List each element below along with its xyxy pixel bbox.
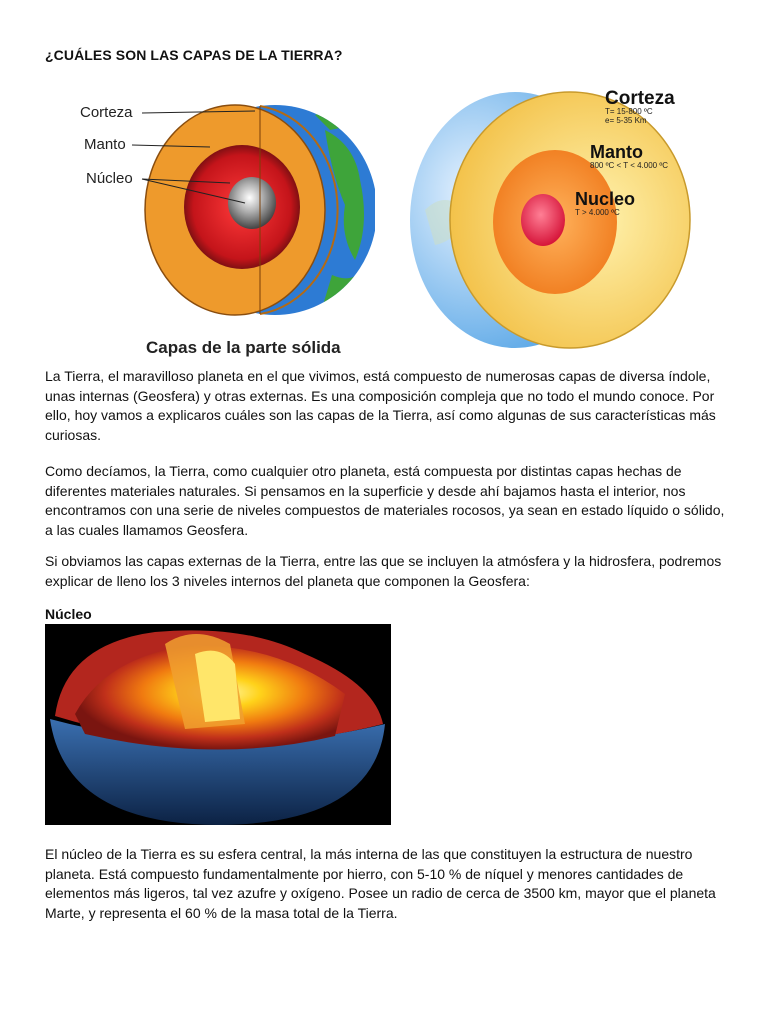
paragraph-geosfera: Como decíamos, la Tierra, como cualquier otro planeta, está compuesta por distintas capas hechas de diferentes materiales naturales. Si pensamos en la superficie y desde ahí bajamos hasta el interior, nos encontramos con una serie de niveles compuestos de materiales rocosos, ya sean en estado líquido o sólido, a las cuales llamamos Geosfera.: [45, 463, 725, 538]
layer-detail-corteza-1: T= 15-800 ºC: [605, 107, 653, 116]
figure-caption: Capas de la parte sólida: [146, 338, 341, 357]
earth-temperature-diagram: [405, 80, 705, 350]
paragraph-niveles: Si obviamos las capas externas de la Tierra, entre las que se incluyen la atmósfera y la hidrosfera, podremos explicar de lleno los 3 niveles internos del planeta que componen la Geosfera:: [45, 553, 722, 589]
layer-name-nucleo: Nucleo: [575, 189, 636, 209]
layer-detail-corteza-2: e= 5-35 Km: [605, 116, 647, 125]
layer-name-manto: Manto: [590, 142, 643, 162]
page-title: ¿CUÁLES SON LAS CAPAS DE LA TIERRA?: [45, 47, 343, 63]
earth-core-photo: [45, 624, 391, 825]
section-heading-nucleo: Núcleo: [45, 606, 92, 622]
label-nucleo: Núcleo: [86, 170, 133, 187]
earth-layers-diagram: [70, 85, 375, 360]
paragraph-intro: La Tierra, el maravilloso planeta en el que vivimos, está compuesto de numerosas capas de diversa índole, unas internas (Geosfera) y otras externas. Es una composición compleja que no todo el mundo conoce. Por ello, hoy vamos a explicaros cuáles son las capas de la Tierra, así como algunas de sus características más curiosas.: [45, 368, 716, 443]
layer-detail-manto: 800 ºC < T < 4.000 ºC: [590, 161, 669, 170]
label-corteza: Corteza: [80, 104, 133, 121]
label-manto: Manto: [84, 136, 126, 153]
paragraph-nucleo: El núcleo de la Tierra es su esfera central, la más interna de las que constituyen la estructura de nuestro planeta. Está compuesto fundamentalmente por hierro, con 5-10 % de níquel y menores cantidades de elementos más ligeros, tal vez azufre y oxígeno. Posee un radio de cerca de 3500 km, mayor que el planeta Marte, y representa el 60 % de la masa total de la Tierra.: [45, 846, 716, 921]
layer-detail-nucleo: T > 4.000 ºC: [575, 208, 620, 217]
layer-name-corteza: Corteza: [605, 88, 675, 109]
